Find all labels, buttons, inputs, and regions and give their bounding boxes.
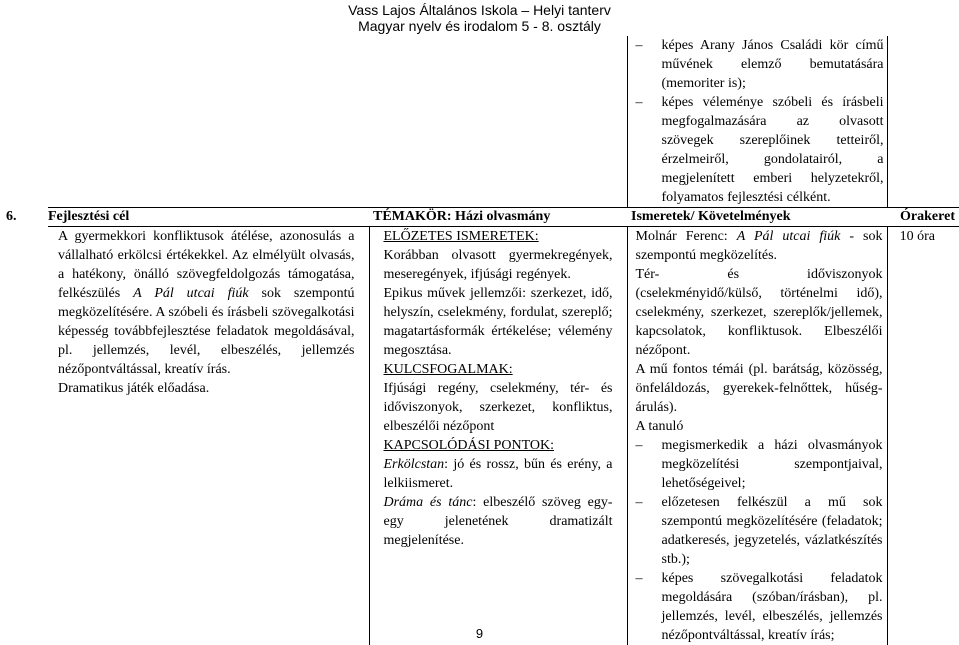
table-header-row xyxy=(48,208,959,227)
continued-requirements-list xyxy=(636,36,884,207)
header-goal-label: Fejlesztési cél xyxy=(48,209,129,224)
continued-row xyxy=(48,36,959,208)
table-row xyxy=(48,227,959,645)
curriculum-table xyxy=(48,36,959,645)
prior-knowledge-heading: ELŐZETES ISMERETEK: xyxy=(384,227,613,246)
key-concepts-heading: KULCSFOGALMAK: xyxy=(384,360,613,379)
requirements-cell: Molnár Ferenc: A Pál utcai fiúk - sok szempontú megközelítés. Tér- és időviszonyok (cselekményidő/külső, történelmi idő), cselekmény, szerkezet, szereplők/jellemek, kapcsolatok, konfliktusok. Elbeszélői nézőpont. A mű fontos témái (pl. barátság, közösség, önfeláldozás, gyerekek-felnőttek, hűség-árulás). A tanuló – megismerkedik a házi olvasmányok megközelítési szempontjaival, lehetőségeivel; – előzetesen felkészül a mű sok szempontú megközelítésére (feladatok; adatkeresés, jegyzetelés, vázlatkészítés stb.); – képes szövegalkotási feladatok megoldására (szóban/írásban), pl. jellemzés, levél, elbeszélés, jellemzés nézőpontváltással, kreatív írás; xyxy=(627,227,887,645)
student-requirements-list xyxy=(636,436,883,645)
header-requirements: Ismeretek/ Követelmények xyxy=(627,208,887,227)
topic-cell: ELŐZETES ISMERETEK: Korábban olvasott gyermekregények, meseregények, ifjúsági regények. Epikus művek jellemzői: szerkezet, idő, helyszín, cselekmény, fordulat, szereplő; magatartásformák értékelése; vélemény megosztása. KULCSFOGALMAK: Ifjúsági regény, cselekmény, tér- és időviszonyok, szerkezet, konfliktus, elbeszélői nézőpont KAPCSOLÓDÁSI PONTOK: Erkölcstan: jó és rossz, bűn és erény, a lelkiismeret. Dráma és tánc: elbeszélő szöveg egy-egy jelenetének dramatizált megjelenítése. xyxy=(369,227,627,645)
list-item: – képes Arany János Családi kör című művének elemző bemutatására (memoriter is); xyxy=(636,36,884,93)
header-topic: TÉMAKÖR: Házi olvasmány xyxy=(369,208,627,227)
page-number: 9 xyxy=(0,627,959,641)
section-number: 6. xyxy=(6,208,17,226)
header-school: Vass Lajos Általános Iskola – Helyi tanterv xyxy=(0,2,959,18)
goal-cell: A gyermekkori konfliktusok átélése, azonosulás a vállalható erkölcsi értékekkel. Az elmélyült olvasás, a hatékony, önálló szövegfeldolgozás támogatása, felkészülés A Pál utcai fiúk sok szempontú megközelítésére. A szóbeli és írásbeli szövegalkotási képesség továbbfejlesztése feladatok megoldásával, pl. jellemzés, levél, elbeszélés, jellemzés nézőpontváltással, kreatív írás. Dramatikus játék előadása. xyxy=(48,227,369,645)
header-subject: Magyar nyelv és irodalom 5 - 8. osztály xyxy=(0,18,959,34)
list-item: – előzetesen felkészül a mű sok szempontú megközelítésére (feladatok; adatkeresés, jegyzetelés, vázlatkészítés stb.); xyxy=(636,493,883,569)
header-hours: Órakeret xyxy=(887,208,959,227)
list-item: – képes szövegalkotási feladatok megoldására (szóban/írásban), pl. jellemzés, levél, elbeszélés, jellemzés nézőpontváltással, kreatív írás; xyxy=(636,569,883,645)
header-goal xyxy=(48,208,369,227)
hours-cell: 10 óra xyxy=(887,227,959,645)
list-item: – képes véleménye szóbeli és írásbeli megfogalmazására az olvasott szövegek szereplőinek tetteiről, érzelmeiről, gondolatairól, a megjelenített emberi helyzetekről, folyamatos fejlesztési célként. xyxy=(636,93,884,207)
continued-requirements-cell xyxy=(627,36,887,208)
connections-heading: KAPCSOLÓDÁSI PONTOK: xyxy=(384,436,613,455)
list-item: – megismerkedik a házi olvasmányok megközelítési szempontjaival, lehetőségeivel; xyxy=(636,436,883,493)
page-header xyxy=(0,2,959,34)
